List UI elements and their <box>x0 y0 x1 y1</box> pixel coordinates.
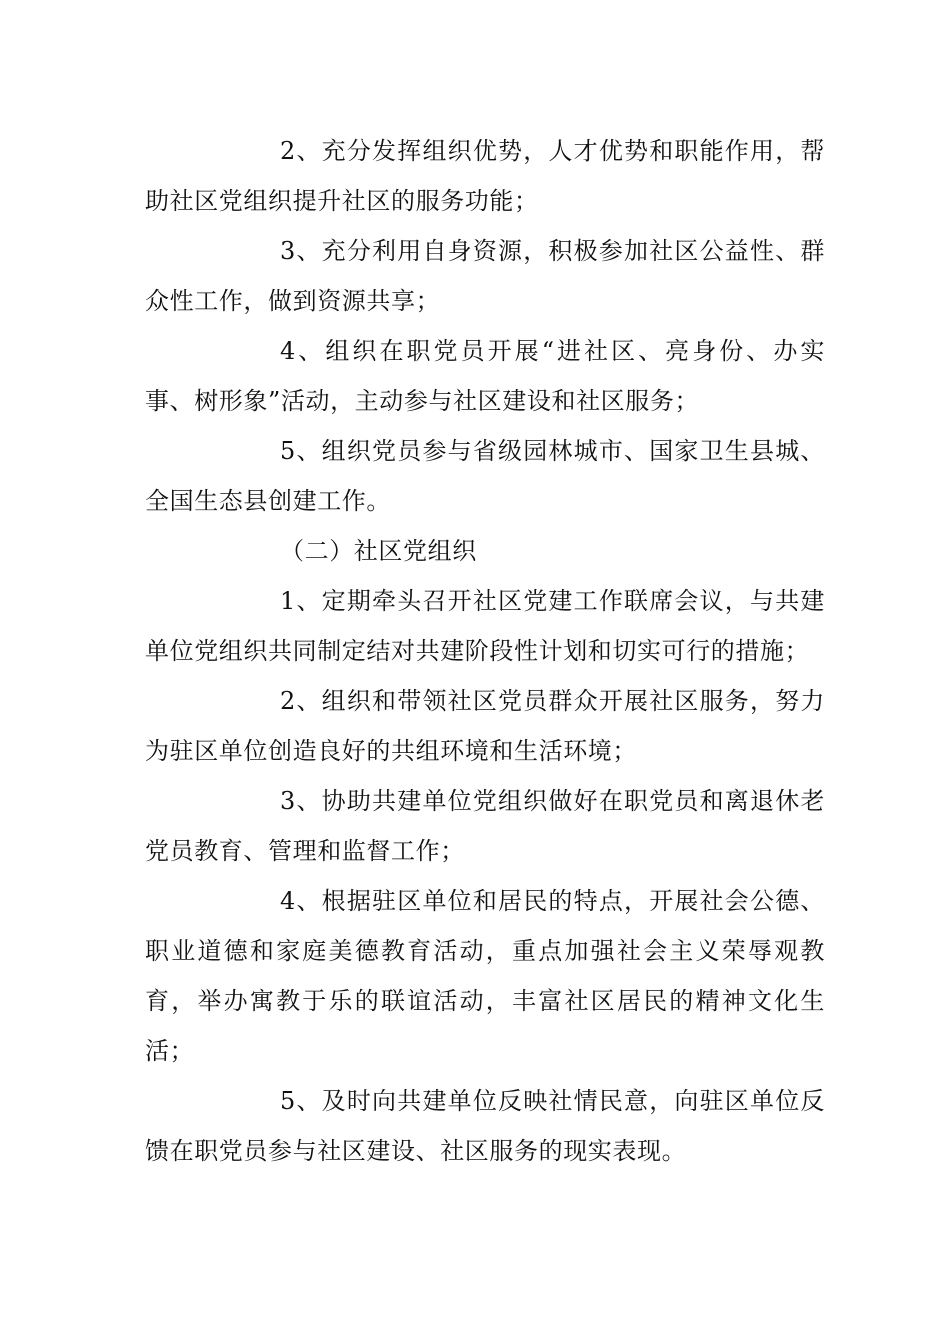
paragraph-community-4: 4、根据驻区单位和居民的特点，开展社会公德、职业道德和家庭美德教育活动，重点加强社会主义荣辱观教育，举办寓教于乐的联谊活动，丰富社区居民的精神文化生活； <box>145 887 825 1065</box>
paragraph-community-3: 3、协助共建单位党组织做好在职党员和离退休老党员教育、管理和监督工作； <box>145 787 825 865</box>
paragraph-community-5: 5、及时向共建单位反映社情民意，向驻区单位反馈在职党员参与社区建设、社区服务的现实表现。 <box>145 1087 825 1165</box>
paragraph-duty-4: 4、组织在职党员开展“进社区、亮身份、办实事、树形象”活动，主动参与社区建设和社区服务； <box>145 337 825 415</box>
paragraph-community-1: 1、定期牵头召开社区党建工作联席会议，与共建单位党组织共同制定结对共建阶段性计划和切实可行的措施； <box>145 587 825 665</box>
paragraph-duty-3: 3、充分利用自身资源，积极参加社区公益性、群众性工作，做到资源共享； <box>145 237 825 315</box>
paragraph-community-2: 2、组织和带领社区党员群众开展社区服务，努力为驻区单位创造良好的共组环境和生活环境； <box>145 687 825 765</box>
section-heading: （二）社区党组织 <box>280 537 477 565</box>
paragraph-duty-5: 5、组织党员参与省级园林城市、国家卫生县城、全国生态县创建工作。 <box>145 437 825 515</box>
paragraph-duty-2: 2、充分发挥组织优势，人才优势和职能作用，帮助社区党组织提升社区的服务功能； <box>145 137 825 215</box>
document-body <box>145 126 825 1176</box>
